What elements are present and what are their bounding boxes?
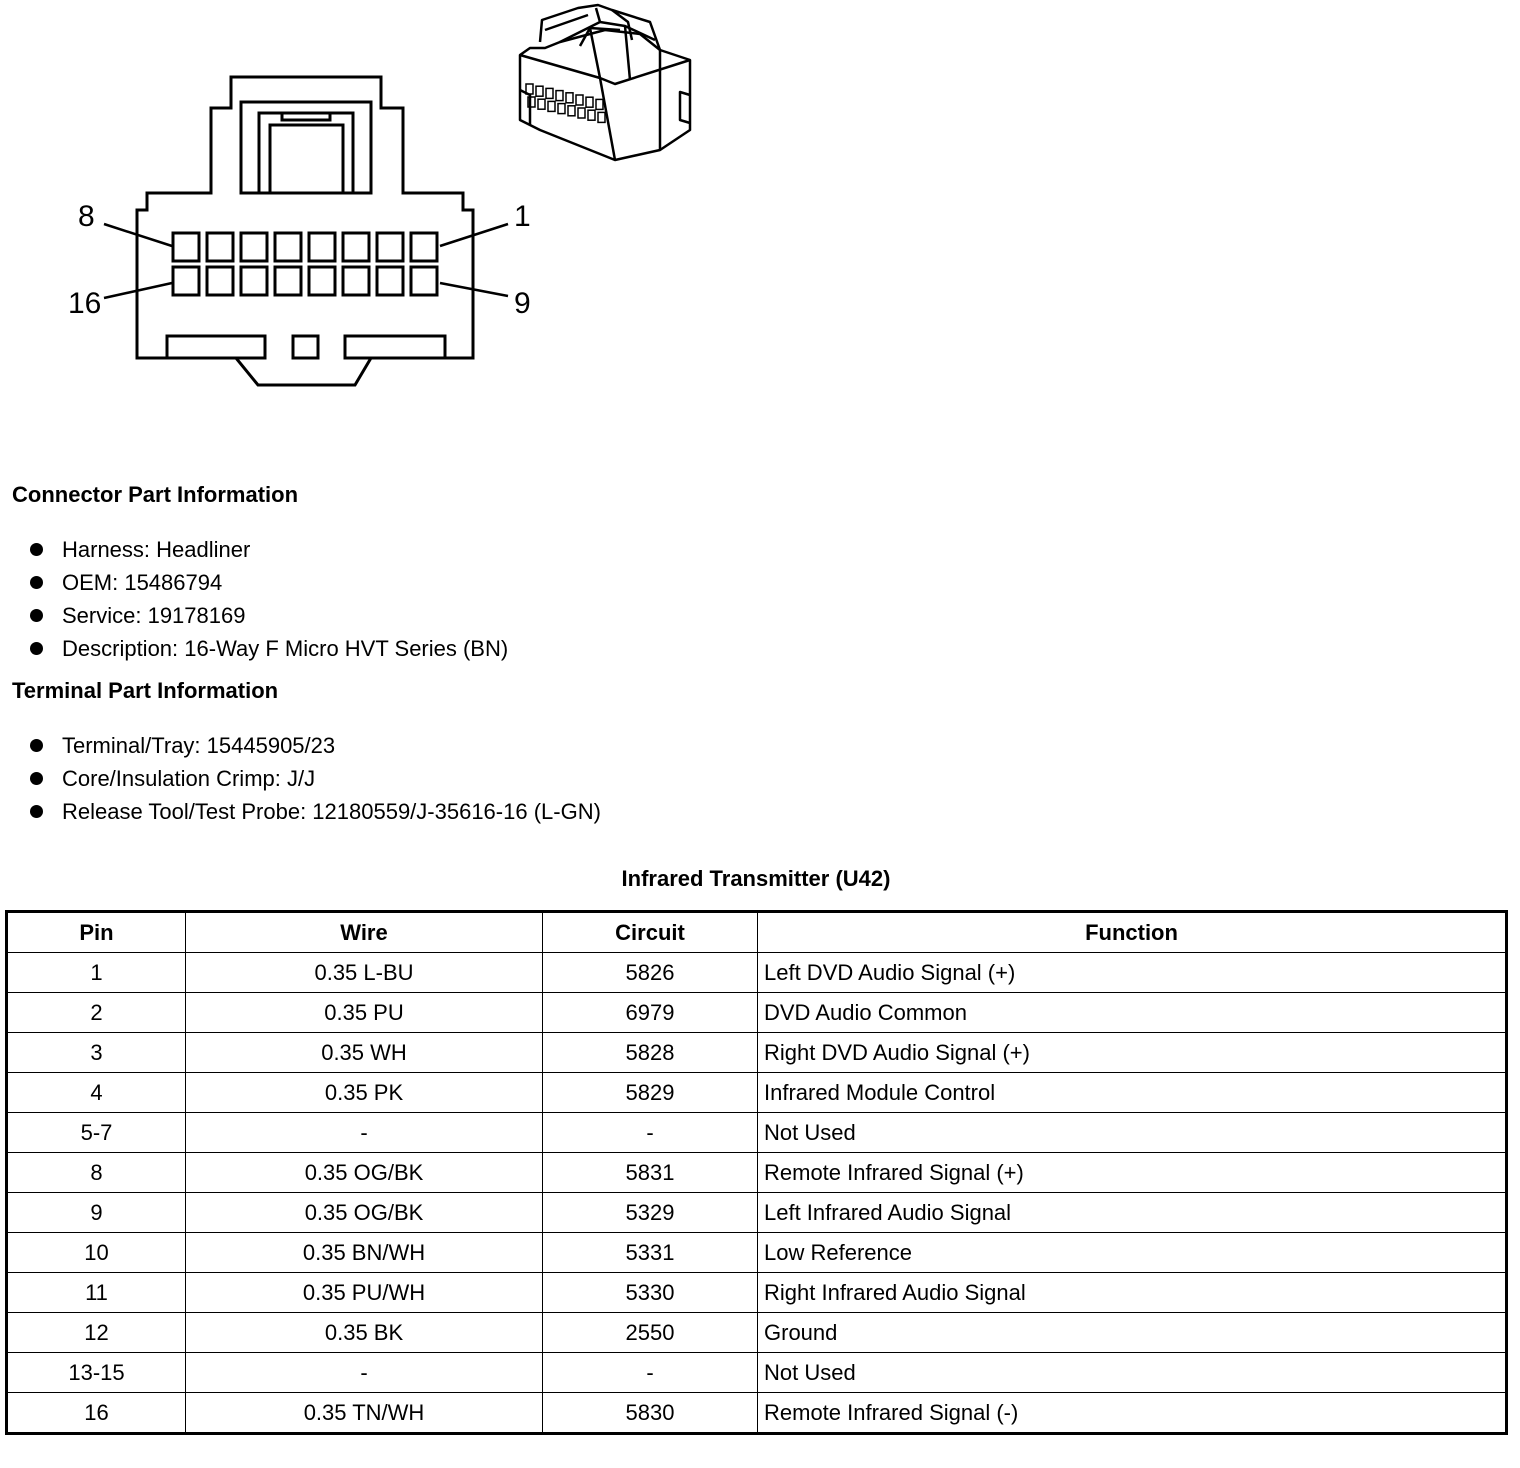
iso-pin-cell bbox=[576, 95, 583, 105]
pin-cavity bbox=[377, 233, 403, 261]
connector-outline bbox=[137, 77, 473, 385]
terminal-tray-item: Terminal/Tray: 15445905/23 bbox=[30, 729, 601, 762]
table-row bbox=[7, 1033, 1507, 1073]
pin-cavity bbox=[377, 267, 403, 295]
pin-label-9: 9 bbox=[514, 287, 531, 320]
circuit-cell: 6979 bbox=[543, 993, 758, 1033]
table-row bbox=[7, 1273, 1507, 1313]
terminal-info-list bbox=[30, 729, 601, 828]
oem-item: OEM: 15486794 bbox=[30, 566, 508, 599]
iso-pin-cell bbox=[598, 112, 605, 122]
wire-cell: 0.35 PU/WH bbox=[186, 1273, 543, 1313]
pin-cavity bbox=[241, 233, 267, 261]
function-cell: Not Used bbox=[758, 1113, 1507, 1153]
pin-cell: 3 bbox=[7, 1033, 186, 1073]
pin-cell: 10 bbox=[7, 1233, 186, 1273]
wire-cell: 0.35 TN/WH bbox=[186, 1393, 543, 1434]
harness-item: Harness: Headliner bbox=[30, 533, 508, 566]
iso-pin-cell bbox=[578, 108, 585, 118]
circuit-cell: 2550 bbox=[543, 1313, 758, 1353]
pin-cavity bbox=[207, 233, 233, 261]
iso-pin-cell bbox=[556, 91, 563, 101]
circuit-cell: 5330 bbox=[543, 1273, 758, 1313]
header-wire: Wire bbox=[186, 912, 543, 953]
iso-pin-cell bbox=[588, 110, 595, 120]
pin-label-16: 16 bbox=[68, 287, 102, 320]
pin-cavity bbox=[241, 267, 267, 295]
pin-cavity bbox=[343, 267, 369, 295]
pin-cell: 12 bbox=[7, 1313, 186, 1353]
table-row bbox=[7, 1153, 1507, 1193]
table-row bbox=[7, 1193, 1507, 1233]
wire-cell: 0.35 PU bbox=[186, 993, 543, 1033]
circuit-cell: 5829 bbox=[543, 1073, 758, 1113]
circuit-cell: 5826 bbox=[543, 953, 758, 993]
wire-cell: - bbox=[186, 1113, 543, 1153]
function-cell: Left DVD Audio Signal (+) bbox=[758, 953, 1507, 993]
pin-cavity bbox=[173, 233, 199, 261]
crimp-item: Core/Insulation Crimp: J/J bbox=[30, 762, 601, 795]
pin-cell: 13-15 bbox=[7, 1353, 186, 1393]
pin-cell: 4 bbox=[7, 1073, 186, 1113]
function-cell: Infrared Module Control bbox=[758, 1073, 1507, 1113]
iso-pin-cell bbox=[558, 104, 565, 114]
pin-cell: 11 bbox=[7, 1273, 186, 1313]
circuit-cell: - bbox=[543, 1113, 758, 1153]
pin-cavity bbox=[411, 267, 437, 295]
service-item: Service: 19178169 bbox=[30, 599, 508, 632]
table-header-row bbox=[7, 912, 1507, 953]
circuit-cell: 5831 bbox=[543, 1153, 758, 1193]
pin-cavities bbox=[173, 233, 437, 295]
circuit-cell: 5331 bbox=[543, 1233, 758, 1273]
release-tool-item: Release Tool/Test Probe: 12180559/J-35616-16 (L-GN) bbox=[30, 795, 601, 828]
iso-pin-cell bbox=[566, 93, 573, 103]
wire-cell: - bbox=[186, 1353, 543, 1393]
pin-cavity bbox=[207, 267, 233, 295]
function-cell: Low Reference bbox=[758, 1233, 1507, 1273]
pin-label-1: 1 bbox=[514, 200, 531, 233]
wire-cell: 0.35 OG/BK bbox=[186, 1193, 543, 1233]
wire-cell: 0.35 BK bbox=[186, 1313, 543, 1353]
circuit-cell: - bbox=[543, 1353, 758, 1393]
pin-cell: 1 bbox=[7, 953, 186, 993]
function-cell: Right Infrared Audio Signal bbox=[758, 1273, 1507, 1313]
table-row bbox=[7, 1353, 1507, 1393]
table-row bbox=[7, 1393, 1507, 1434]
iso-pin-cell bbox=[548, 101, 555, 111]
function-cell: DVD Audio Common bbox=[758, 993, 1507, 1033]
pin-cell: 2 bbox=[7, 993, 186, 1033]
function-cell: Remote Infrared Signal (-) bbox=[758, 1393, 1507, 1434]
function-cell: Right DVD Audio Signal (+) bbox=[758, 1033, 1507, 1073]
table-row bbox=[7, 1113, 1507, 1153]
pinout-table bbox=[5, 910, 1508, 1435]
connector-part-info-heading: Connector Part Information bbox=[12, 482, 299, 507]
pin-cavity bbox=[411, 233, 437, 261]
wire-cell: 0.35 L-BU bbox=[186, 953, 543, 993]
connector-diagram bbox=[0, 0, 720, 420]
wire-cell: 0.35 WH bbox=[186, 1033, 543, 1073]
pin-label-8: 8 bbox=[78, 200, 95, 233]
iso-pin-cell bbox=[538, 99, 545, 109]
wire-cell: 0.35 OG/BK bbox=[186, 1153, 543, 1193]
wire-cell: 0.35 BN/WH bbox=[186, 1233, 543, 1273]
iso-pin-cell bbox=[536, 86, 543, 96]
table-row bbox=[7, 1233, 1507, 1273]
wire-cell: 0.35 PK bbox=[186, 1073, 543, 1113]
table-row bbox=[7, 1073, 1507, 1113]
iso-pin-cell bbox=[586, 97, 593, 107]
function-cell: Left Infrared Audio Signal bbox=[758, 1193, 1507, 1233]
isometric-pin-grid bbox=[526, 84, 605, 122]
pin-cavity bbox=[275, 267, 301, 295]
table-row bbox=[7, 1313, 1507, 1353]
table-title: Infrared Transmitter (U42) bbox=[621, 866, 891, 891]
terminal-part-info-heading: Terminal Part Information bbox=[12, 678, 279, 703]
iso-pin-cell bbox=[546, 88, 553, 98]
circuit-cell: 5830 bbox=[543, 1393, 758, 1434]
pin-cavity bbox=[309, 267, 335, 295]
header-circuit: Circuit bbox=[543, 912, 758, 953]
pin-cell: 16 bbox=[7, 1393, 186, 1434]
pin-cell: 9 bbox=[7, 1193, 186, 1233]
iso-pin-cell bbox=[568, 106, 575, 116]
connector-isometric-view bbox=[520, 5, 690, 160]
description-item: Description: 16-Way F Micro HVT Series (BN) bbox=[30, 632, 508, 665]
function-cell: Not Used bbox=[758, 1353, 1507, 1393]
pin-cavity bbox=[343, 233, 369, 261]
circuit-cell: 5329 bbox=[543, 1193, 758, 1233]
header-function: Function bbox=[758, 912, 1507, 953]
function-cell: Ground bbox=[758, 1313, 1507, 1353]
table-row bbox=[7, 993, 1507, 1033]
iso-pin-cell bbox=[596, 99, 603, 109]
function-cell: Remote Infrared Signal (+) bbox=[758, 1153, 1507, 1193]
header-pin: Pin bbox=[7, 912, 186, 953]
pin-cavity bbox=[275, 233, 301, 261]
circuit-cell: 5828 bbox=[543, 1033, 758, 1073]
pin-cell: 5-7 bbox=[7, 1113, 186, 1153]
pin-cavity bbox=[173, 267, 199, 295]
pin-cavity bbox=[309, 233, 335, 261]
pin-cell: 8 bbox=[7, 1153, 186, 1193]
table-row bbox=[7, 953, 1507, 993]
connector-info-list bbox=[30, 533, 508, 665]
